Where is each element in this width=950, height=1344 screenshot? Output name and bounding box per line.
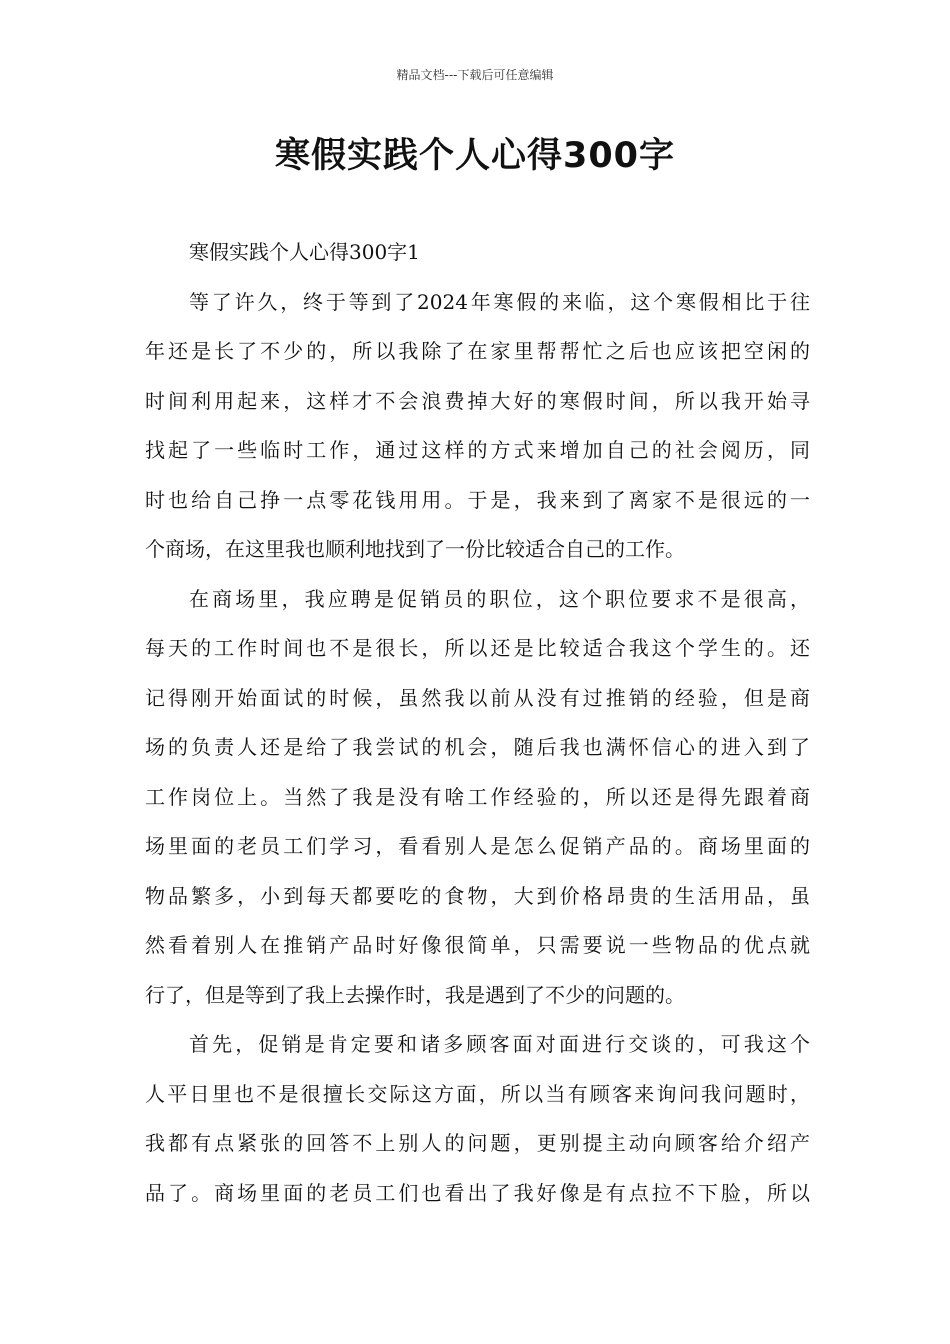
paragraph-line: 等了许久，终于等到了2024年寒假的来临，这个寒假相比于往 [189, 289, 810, 314]
paragraph-line: 场的负责人还是给了我尝试的机会，随后我也满怀信心的进入到了 [145, 735, 810, 759]
paragraph-3 [145, 1020, 810, 1218]
paragraph-line: 工作岗位上。当然了我是没有啥工作经验的，所以还是得先跟着商 [145, 784, 810, 809]
paragraph-line: 找起了一些临时工作，通过这样的方式来增加自己的社会阅历，同 [145, 438, 810, 462]
paragraph-line: 在商场里，我应聘是促销员的职位，这个职位要求不是很高， [189, 586, 810, 611]
paragraph-line: 品了。商场里面的老员工们也看出了我好像是有点拉不下脸，所以 [145, 1180, 810, 1205]
section-subtitle: 寒假实践个人心得300字1 [189, 240, 420, 264]
paragraph-line: 年还是长了不少的，所以我除了在家里帮帮忙之后也应该把空闲的 [145, 339, 810, 363]
paragraph-line: 个商场，在这里我也顺利地找到了一份比较适合自己的工作。 [145, 537, 685, 561]
paragraph-line: 首先，促销是肯定要和诸多顾客面对面进行交谈的，可我这个 [189, 1032, 810, 1056]
paragraph-2 [145, 575, 810, 1021]
paragraph-line: 时间利用起来，这样才不会浪费掉大好的寒假时间，所以我开始寻 [145, 388, 810, 413]
document-title: 寒假实践个人心得300字 [274, 136, 676, 176]
paragraph-line: 场里面的老员工们学习，看看别人是怎么促销产品的。商场里面的 [145, 834, 810, 858]
paragraph-line: 我都有点紧张的回答不上别人的问题，更别提主动向顾客给介绍产 [145, 1131, 810, 1155]
paragraph-line: 时也给自己挣一点零花钱用用。于是，我来到了离家不是很远的一 [145, 487, 810, 512]
paragraph-line: 物品繁多，小到每天都要吃的食物，大到价格昂贵的生活用品，虽 [145, 883, 810, 908]
paragraph-line: 人平日里也不是很擅长交际这方面，所以当有顾客来询问我问题时， [145, 1081, 810, 1106]
paragraph-line: 然看着别人在推销产品时好像很简单，只需要说一些物品的优点就 [145, 933, 810, 957]
header-note: 精品文档---下载后可任意编辑 [396, 68, 554, 82]
paragraph-line: 记得刚开始面试的时候，虽然我以前从没有过推销的经验，但是商 [145, 685, 810, 710]
paragraph-line: 行了，但是等到了我上去操作时，我是遇到了不少的问题的。 [145, 982, 685, 1007]
paragraph-1 [145, 278, 810, 575]
document-body [145, 228, 810, 1218]
paragraph-line: 每天的工作时间也不是很长，所以还是比较适合我这个学生的。还 [145, 636, 810, 660]
